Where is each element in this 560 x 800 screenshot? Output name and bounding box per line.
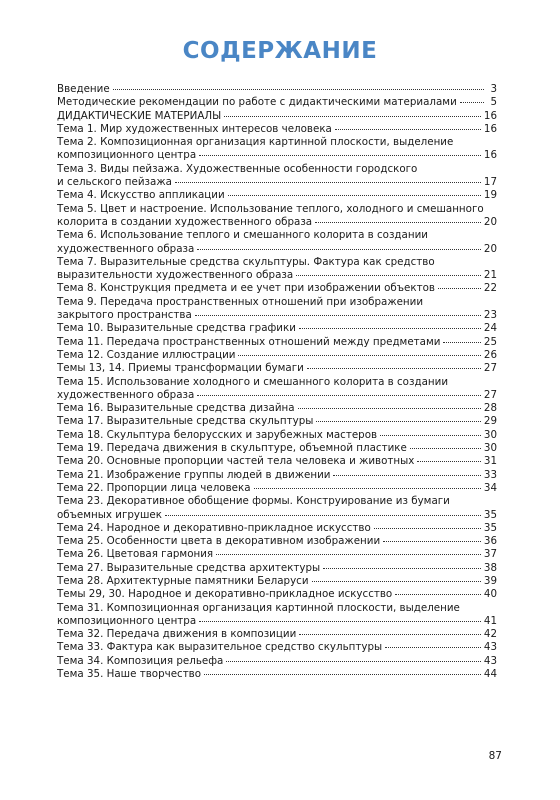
toc-entry xyxy=(57,469,497,482)
toc-entry-line xyxy=(57,641,497,654)
dot-leader xyxy=(460,101,484,103)
toc-entry-line xyxy=(57,216,497,229)
toc-entry xyxy=(57,349,497,362)
toc-entry-line xyxy=(57,96,497,109)
toc-entry-line xyxy=(57,309,497,322)
toc-entry-title: Тема 28. Архитектурные памятники Беларуси xyxy=(57,574,309,587)
toc-entry xyxy=(57,602,497,629)
toc-entry-title: Тема 18. Скульптура белорусских и зарубежных мастеров xyxy=(57,428,378,441)
dot-leader xyxy=(335,128,481,130)
toc-entry-title: ДИДАКТИЧЕСКИЕ МАТЕРИАЛЫ xyxy=(57,109,222,122)
toc-page-number: 24 xyxy=(483,322,497,335)
toc-entry-line xyxy=(57,668,497,681)
toc-page-number: 35 xyxy=(483,508,497,521)
dot-leader xyxy=(195,314,481,316)
dot-leader xyxy=(204,673,481,675)
toc-entry xyxy=(57,495,497,522)
toc-entry xyxy=(57,123,497,136)
toc-entry-line xyxy=(57,322,497,335)
toc-entry xyxy=(57,282,497,295)
dot-leader xyxy=(296,274,481,276)
toc-page-number: 28 xyxy=(483,402,497,415)
toc-entry-line xyxy=(57,495,497,508)
dot-leader xyxy=(238,354,480,356)
toc-entry-title: Темы 13, 14. Приемы трансформации бумаги xyxy=(57,362,304,375)
toc-entry xyxy=(57,442,497,455)
toc-entry xyxy=(57,402,497,415)
dot-leader xyxy=(438,287,481,289)
toc-page-number: 29 xyxy=(483,415,497,428)
toc-entry xyxy=(57,522,497,535)
toc-entry-line xyxy=(57,548,497,561)
dot-leader xyxy=(224,115,481,117)
dot-leader xyxy=(299,327,481,329)
toc-page-number: 23 xyxy=(483,309,497,322)
toc-entry-line xyxy=(57,615,497,628)
page-title: СОДЕРЖАНИЕ xyxy=(182,38,378,64)
toc-page-number: 34 xyxy=(483,481,497,494)
dot-leader xyxy=(299,633,481,635)
toc-entry-line xyxy=(57,296,497,309)
toc-entry-line xyxy=(57,389,497,402)
toc-entry-line xyxy=(57,469,497,482)
toc-entry xyxy=(57,588,497,601)
dot-leader xyxy=(323,567,481,569)
toc-page-number: 40 xyxy=(483,588,497,601)
dot-leader xyxy=(307,367,481,369)
toc-entry-title: Введение xyxy=(57,83,110,95)
toc-page-number: 31 xyxy=(483,455,497,468)
toc-entry xyxy=(57,415,497,428)
toc-entry-title: выразительности художественного образа xyxy=(57,269,294,282)
toc-entry-title: композиционного центра xyxy=(57,614,197,627)
toc-entry-title: объемных игрушек xyxy=(57,508,162,521)
toc-entry xyxy=(57,548,497,561)
toc-page-number: 36 xyxy=(483,535,497,548)
toc-entry-title: Тема 34. Композиция рельефа xyxy=(57,654,224,667)
toc-entry-line xyxy=(57,229,497,242)
dot-leader xyxy=(228,194,481,196)
toc-page-number: 16 xyxy=(483,109,497,122)
dot-leader xyxy=(165,514,481,516)
toc-page-number: 25 xyxy=(483,335,497,348)
table-of-contents xyxy=(57,83,497,681)
toc-entry-line xyxy=(57,243,497,256)
toc-entry-title: Тема 1. Мир художественных интересов человека xyxy=(57,122,332,135)
toc-entry-line xyxy=(57,189,497,202)
dot-leader xyxy=(417,460,481,462)
dot-leader xyxy=(197,248,481,250)
toc-entry-line xyxy=(57,442,497,455)
toc-page-number: 3 xyxy=(490,83,497,95)
toc-entry-line xyxy=(57,349,497,362)
toc-entry-line xyxy=(57,136,497,149)
toc-page-number: 30 xyxy=(483,442,497,455)
toc-entry-title: колорита в создании художественного образа xyxy=(57,215,313,228)
toc-entry-line xyxy=(57,336,497,349)
toc-entry-title: Тема 5. Цвет и настроение. Использование теплого, холодного и смешанного xyxy=(57,202,484,215)
toc-entry xyxy=(57,668,497,681)
toc-entry xyxy=(57,322,497,335)
toc-page-number: 27 xyxy=(483,362,497,375)
dot-leader xyxy=(315,221,481,223)
toc-entry-line xyxy=(57,402,497,415)
toc-entry-title: Тема 23. Декоративное обобщение формы. Конструирование из бумаги xyxy=(57,495,450,508)
toc-entry-title: Тема 26. Цветовая гармония xyxy=(57,548,214,561)
toc-entry-title: Тема 4. Искусство аппликации xyxy=(57,189,225,202)
toc-entry-title: Тема 11. Передача пространственных отношений между предметами xyxy=(57,335,441,348)
toc-entry xyxy=(57,429,497,442)
toc-entry-line xyxy=(57,509,497,522)
toc-entry-line xyxy=(57,602,497,615)
dot-leader xyxy=(298,407,481,409)
toc-entry-line xyxy=(57,522,497,535)
toc-entry-title: Тема 22. Пропорции лица человека xyxy=(57,481,251,494)
dot-leader xyxy=(333,474,480,476)
toc-entry-line xyxy=(57,429,497,442)
dot-leader xyxy=(380,434,481,436)
toc-entry-title: Методические рекомендации по работе с дидактическими материалами xyxy=(57,96,457,109)
toc-entry-line xyxy=(57,482,497,495)
toc-entry-title: Тема 2. Композиционная организация картинной плоскости, выделение xyxy=(57,136,454,149)
toc-entry xyxy=(57,455,497,468)
toc-page-number: 20 xyxy=(483,242,497,255)
toc-page-number: 20 xyxy=(483,215,497,228)
toc-entry-line xyxy=(57,562,497,575)
toc-entry-line xyxy=(57,588,497,601)
toc-entry xyxy=(57,110,497,123)
dot-leader xyxy=(316,420,481,422)
toc-entry-title: Тема 24. Народное и декоративно-прикладное искусство xyxy=(57,521,371,534)
page-number: 87 xyxy=(488,750,502,762)
toc-entry-line xyxy=(57,535,497,548)
toc-entry xyxy=(57,83,497,96)
dot-leader xyxy=(216,553,481,555)
toc-entry xyxy=(57,296,497,323)
toc-entry-title: Тема 20. Основные пропорции частей тела человека и животных xyxy=(57,455,415,468)
toc-entry-title: Тема 15. Использование холодного и смешанного колорита в создании xyxy=(57,375,449,388)
dot-leader xyxy=(254,487,481,489)
toc-entry-line xyxy=(57,269,497,282)
toc-entry xyxy=(57,256,497,283)
toc-entry xyxy=(57,362,497,375)
toc-entry-title: Тема 7. Выразительные средства скульптуры. Фактура как средство xyxy=(57,255,435,268)
dot-leader xyxy=(385,646,481,648)
toc-entry-line xyxy=(57,415,497,428)
toc-entry xyxy=(57,562,497,575)
dot-leader xyxy=(226,660,481,662)
toc-page-number: 21 xyxy=(483,269,497,282)
toc-page-number: 44 xyxy=(483,668,497,681)
toc-entry-title: Тема 16. Выразительные средства дизайна xyxy=(57,402,295,415)
dot-leader xyxy=(199,154,481,156)
toc-page-number: 17 xyxy=(483,176,497,189)
toc-page-number: 27 xyxy=(483,388,497,401)
toc-page-number: 43 xyxy=(483,654,497,667)
toc-entry-line xyxy=(57,256,497,269)
toc-entry xyxy=(57,628,497,641)
dot-leader xyxy=(312,580,481,582)
toc-entry-line xyxy=(57,83,497,96)
toc-entry-title: Тема 27. Выразительные средства архитектуры xyxy=(57,561,321,574)
toc-page-number: 33 xyxy=(483,468,497,481)
dot-leader xyxy=(383,540,481,542)
toc-page-number: 22 xyxy=(483,282,497,295)
toc-entry-line xyxy=(57,123,497,136)
toc-entry-title: Тема 19. Передача движения в скульптуре, объемной пластике xyxy=(57,442,407,455)
toc-entry-title: закрытого пространства xyxy=(57,309,192,322)
toc-entry-line xyxy=(57,176,497,189)
toc-entry xyxy=(57,203,497,230)
toc-entry xyxy=(57,641,497,654)
toc-entry-title: Тема 9. Передача пространственных отношений при изображении xyxy=(57,295,424,308)
toc-page-number: 16 xyxy=(483,122,497,135)
toc-entry-line xyxy=(57,282,497,295)
toc-entry-title: Тема 35. Наше творчество xyxy=(57,668,202,681)
toc-entry-title: Тема 21. Изображение группы людей в движении xyxy=(57,468,331,481)
dot-leader xyxy=(395,593,481,595)
toc-entry xyxy=(57,336,497,349)
toc-entry xyxy=(57,229,497,256)
toc-entry xyxy=(57,163,497,190)
toc-entry-title: композиционного центра xyxy=(57,149,197,162)
toc-entry-line xyxy=(57,149,497,162)
toc-entry-title: Тема 33. Фактура как выразительное средство скульптуры xyxy=(57,641,383,654)
toc-page-number: 38 xyxy=(483,561,497,574)
toc-entry-title: Тема 12. Создание иллюстрации xyxy=(57,348,236,361)
dot-leader xyxy=(410,447,481,449)
toc-entry-title: Темы 29, 30. Народное и декоративно-прикладное искусство xyxy=(57,588,393,601)
toc-entry-title: Тема 25. Особенности цвета в декоративном изображении xyxy=(57,535,381,548)
dot-leader xyxy=(113,88,484,90)
toc-entry-line xyxy=(57,376,497,389)
toc-entry-title: Тема 32. Передача движения в композиции xyxy=(57,628,297,641)
toc-entry-line xyxy=(57,203,497,216)
toc-entry-line xyxy=(57,628,497,641)
dot-leader xyxy=(175,181,481,183)
toc-page-number: 37 xyxy=(483,548,497,561)
toc-entry xyxy=(57,655,497,668)
toc-entry-line xyxy=(57,110,497,123)
dot-leader xyxy=(199,620,481,622)
toc-page-number: 39 xyxy=(483,574,497,587)
toc-entry-title: художественного образа xyxy=(57,388,195,401)
toc-entry xyxy=(57,575,497,588)
toc-entry xyxy=(57,535,497,548)
toc-entry-title: Тема 6. Использование теплого и смешанного колорита в создании xyxy=(57,229,428,242)
toc-entry-title: Тема 3. Виды пейзажа. Художественные особенности городского xyxy=(57,162,418,175)
toc-entry-title: Тема 8. Конструкция предмета и ее учет при изображении объектов xyxy=(57,282,435,295)
toc-page-number: 19 xyxy=(483,189,497,202)
toc-entry xyxy=(57,96,497,109)
toc-page-number: 30 xyxy=(483,428,497,441)
toc-entry-title: Тема 31. Композиционная организация картинной плоскости, выделение xyxy=(57,601,460,614)
toc-entry-line xyxy=(57,575,497,588)
toc-entry-title: Тема 10. Выразительные средства графики xyxy=(57,322,296,335)
toc-entry-title: художественного образа xyxy=(57,242,195,255)
toc-page-number: 43 xyxy=(483,641,497,654)
toc-entry xyxy=(57,136,497,163)
dot-leader xyxy=(197,394,481,396)
toc-page-number: 26 xyxy=(483,348,497,361)
dot-leader xyxy=(443,341,480,343)
toc-entry xyxy=(57,482,497,495)
toc-entry-line xyxy=(57,362,497,375)
dot-leader xyxy=(374,527,481,529)
toc-page-number: 42 xyxy=(483,628,497,641)
toc-entry-line xyxy=(57,655,497,668)
toc-entry-title: и сельского пейзажа xyxy=(57,176,172,189)
toc-page-number: 41 xyxy=(483,614,497,627)
toc-entry-line xyxy=(57,455,497,468)
toc-page-number: 35 xyxy=(483,521,497,534)
toc-entry-title: Тема 17. Выразительные средства скульптуры xyxy=(57,415,314,428)
toc-entry xyxy=(57,376,497,403)
toc-entry xyxy=(57,189,497,202)
toc-page-number: 5 xyxy=(490,96,497,109)
toc-entry-line xyxy=(57,163,497,176)
toc-page-number: 16 xyxy=(483,149,497,162)
